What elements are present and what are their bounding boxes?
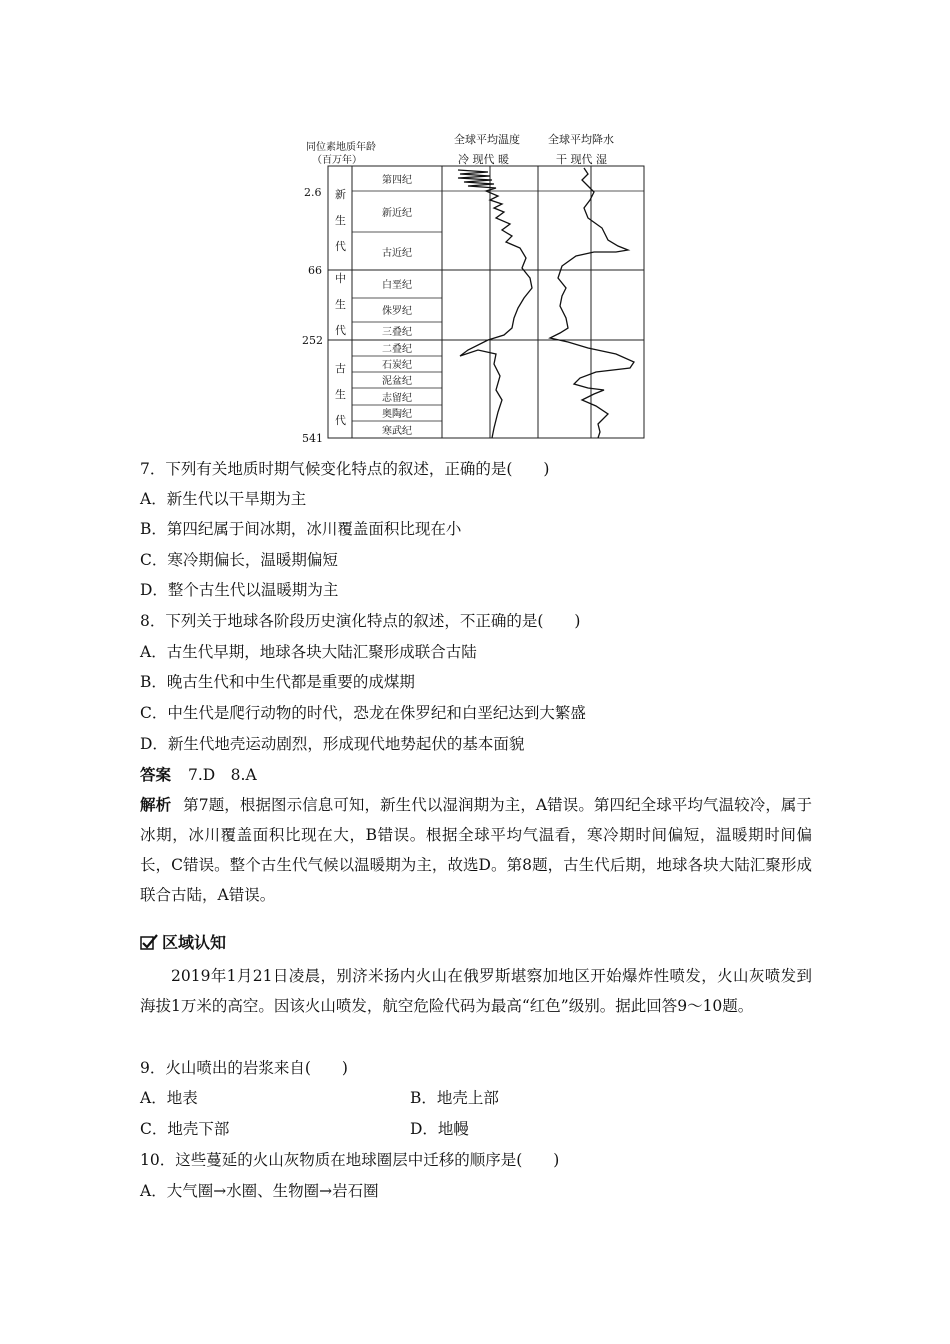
era-char: 代 bbox=[335, 414, 346, 427]
age-label: 66 bbox=[308, 264, 322, 277]
period-label: 寒武纪 bbox=[382, 426, 412, 437]
answer-label: 答案 bbox=[140, 766, 172, 784]
q7-option-b: B．第四纪属于间冰期，冰川覆盖面积比现在小 bbox=[140, 520, 462, 538]
period-label: 白垩纪 bbox=[382, 280, 412, 291]
period-label: 泥盆纪 bbox=[382, 376, 412, 387]
answer-text: 7.D 8.A bbox=[187, 766, 257, 784]
period-label: 志留纪 bbox=[382, 393, 412, 404]
age-label: 541 bbox=[302, 432, 323, 444]
era-char: 中 bbox=[335, 272, 346, 285]
q9-option-d: D．地幔 bbox=[410, 1120, 469, 1138]
era-char: 代 bbox=[335, 324, 346, 337]
q9-option-a: A．地表 bbox=[140, 1089, 198, 1107]
header-unit: （百万年） bbox=[312, 155, 362, 166]
q9-stem: 9．火山喷出的岩浆来自( ) bbox=[140, 1059, 348, 1077]
q8-option-b: B．晚古生代和中生代都是重要的成煤期 bbox=[140, 673, 415, 691]
era-char: 代 bbox=[335, 240, 346, 253]
q7-stem: 7．下列有关地质时期气候变化特点的叙述，正确的是( ) bbox=[140, 460, 550, 478]
analysis-paragraph bbox=[140, 790, 812, 910]
era-char: 生 bbox=[335, 388, 346, 401]
q9-option-b: B．地壳上部 bbox=[410, 1089, 499, 1107]
age-label: 252 bbox=[302, 334, 323, 347]
answer-line bbox=[140, 765, 257, 785]
geologic-climate-figure bbox=[298, 128, 650, 444]
period-label: 古近纪 bbox=[382, 248, 412, 259]
period-label: 侏罗纪 bbox=[382, 306, 412, 317]
era-char: 新 bbox=[335, 188, 346, 201]
q8-option-c: C．中生代是爬行动物的时代，恐龙在侏罗纪和白垩纪达到大繁盛 bbox=[140, 704, 586, 722]
analysis-label: 解析 bbox=[140, 796, 172, 814]
period-label: 石炭纪 bbox=[382, 360, 412, 371]
checkbox-icon bbox=[140, 934, 158, 950]
analysis-text: 第7题，根据图示信息可知，新生代以湿润期为主，A错误。第四纪全球平均气温较冷，属于冰期，冰川覆盖面积比现在大，B错误。根据全球平均气温看，寒冷期时间偏短，温暖期时间偏长，C错误。整个古生代气候以温暖期为主，故选D。第8题，古生代后期，地球各块大陆汇聚形成联合古陆，A错误。 bbox=[140, 796, 812, 904]
q8-option-d: D．新生代地壳运动剧烈，形成现代地势起伏的基本面貌 bbox=[140, 735, 525, 753]
header-temp: 全球平均温度 bbox=[454, 133, 520, 146]
period-label: 奥陶纪 bbox=[382, 409, 412, 420]
temperature-curve bbox=[458, 170, 532, 438]
q7-option-d: D．整个古生代以温暖期为主 bbox=[140, 581, 339, 599]
period-label: 第四纪 bbox=[382, 175, 412, 186]
precipitation-curve bbox=[550, 168, 634, 438]
era-char: 生 bbox=[335, 298, 346, 311]
q7-option-a: A．新生代以干旱期为主 bbox=[140, 490, 307, 508]
q9-option-c: C．地壳下部 bbox=[140, 1120, 230, 1138]
era-char: 生 bbox=[335, 214, 346, 227]
temp-scale: 冷 现代 暖 bbox=[458, 153, 509, 166]
section-heading bbox=[140, 930, 226, 953]
period-label: 三叠纪 bbox=[382, 327, 412, 338]
q10-option-a: A．大气圈→水圈、生物圈→岩石圈 bbox=[140, 1182, 379, 1200]
age-label: 2.6 bbox=[304, 186, 322, 199]
period-label: 新近纪 bbox=[382, 208, 412, 219]
precip-scale: 干 现代 湿 bbox=[556, 153, 607, 166]
passage-paragraph: 2019年1月21日凌晨，别济米扬内火山在俄罗斯堪察加地区开始爆炸性喷发，火山灰喷发到海拔1万米的高空。因该火山喷发，航空危险代码为最高“红色”级别。据此回答9～10题。 bbox=[140, 967, 812, 1015]
header-age: 同位素地质年龄 bbox=[306, 142, 376, 153]
header-precip: 全球平均降水 bbox=[548, 133, 614, 146]
era-char: 古 bbox=[335, 362, 346, 375]
section-title: 区域认知 bbox=[162, 933, 227, 952]
q7-option-c: C．寒冷期偏长，温暖期偏短 bbox=[140, 551, 338, 569]
q8-option-a: A．古生代早期，地球各块大陆汇聚形成联合古陆 bbox=[140, 643, 477, 661]
q8-stem: 8．下列关于地球各阶段历史演化特点的叙述，不正确的是( ) bbox=[140, 612, 581, 630]
q10-stem: 10．这些蔓延的火山灰物质在地球圈层中迁移的顺序是( ) bbox=[140, 1151, 560, 1169]
period-label: 二叠纪 bbox=[382, 344, 412, 355]
